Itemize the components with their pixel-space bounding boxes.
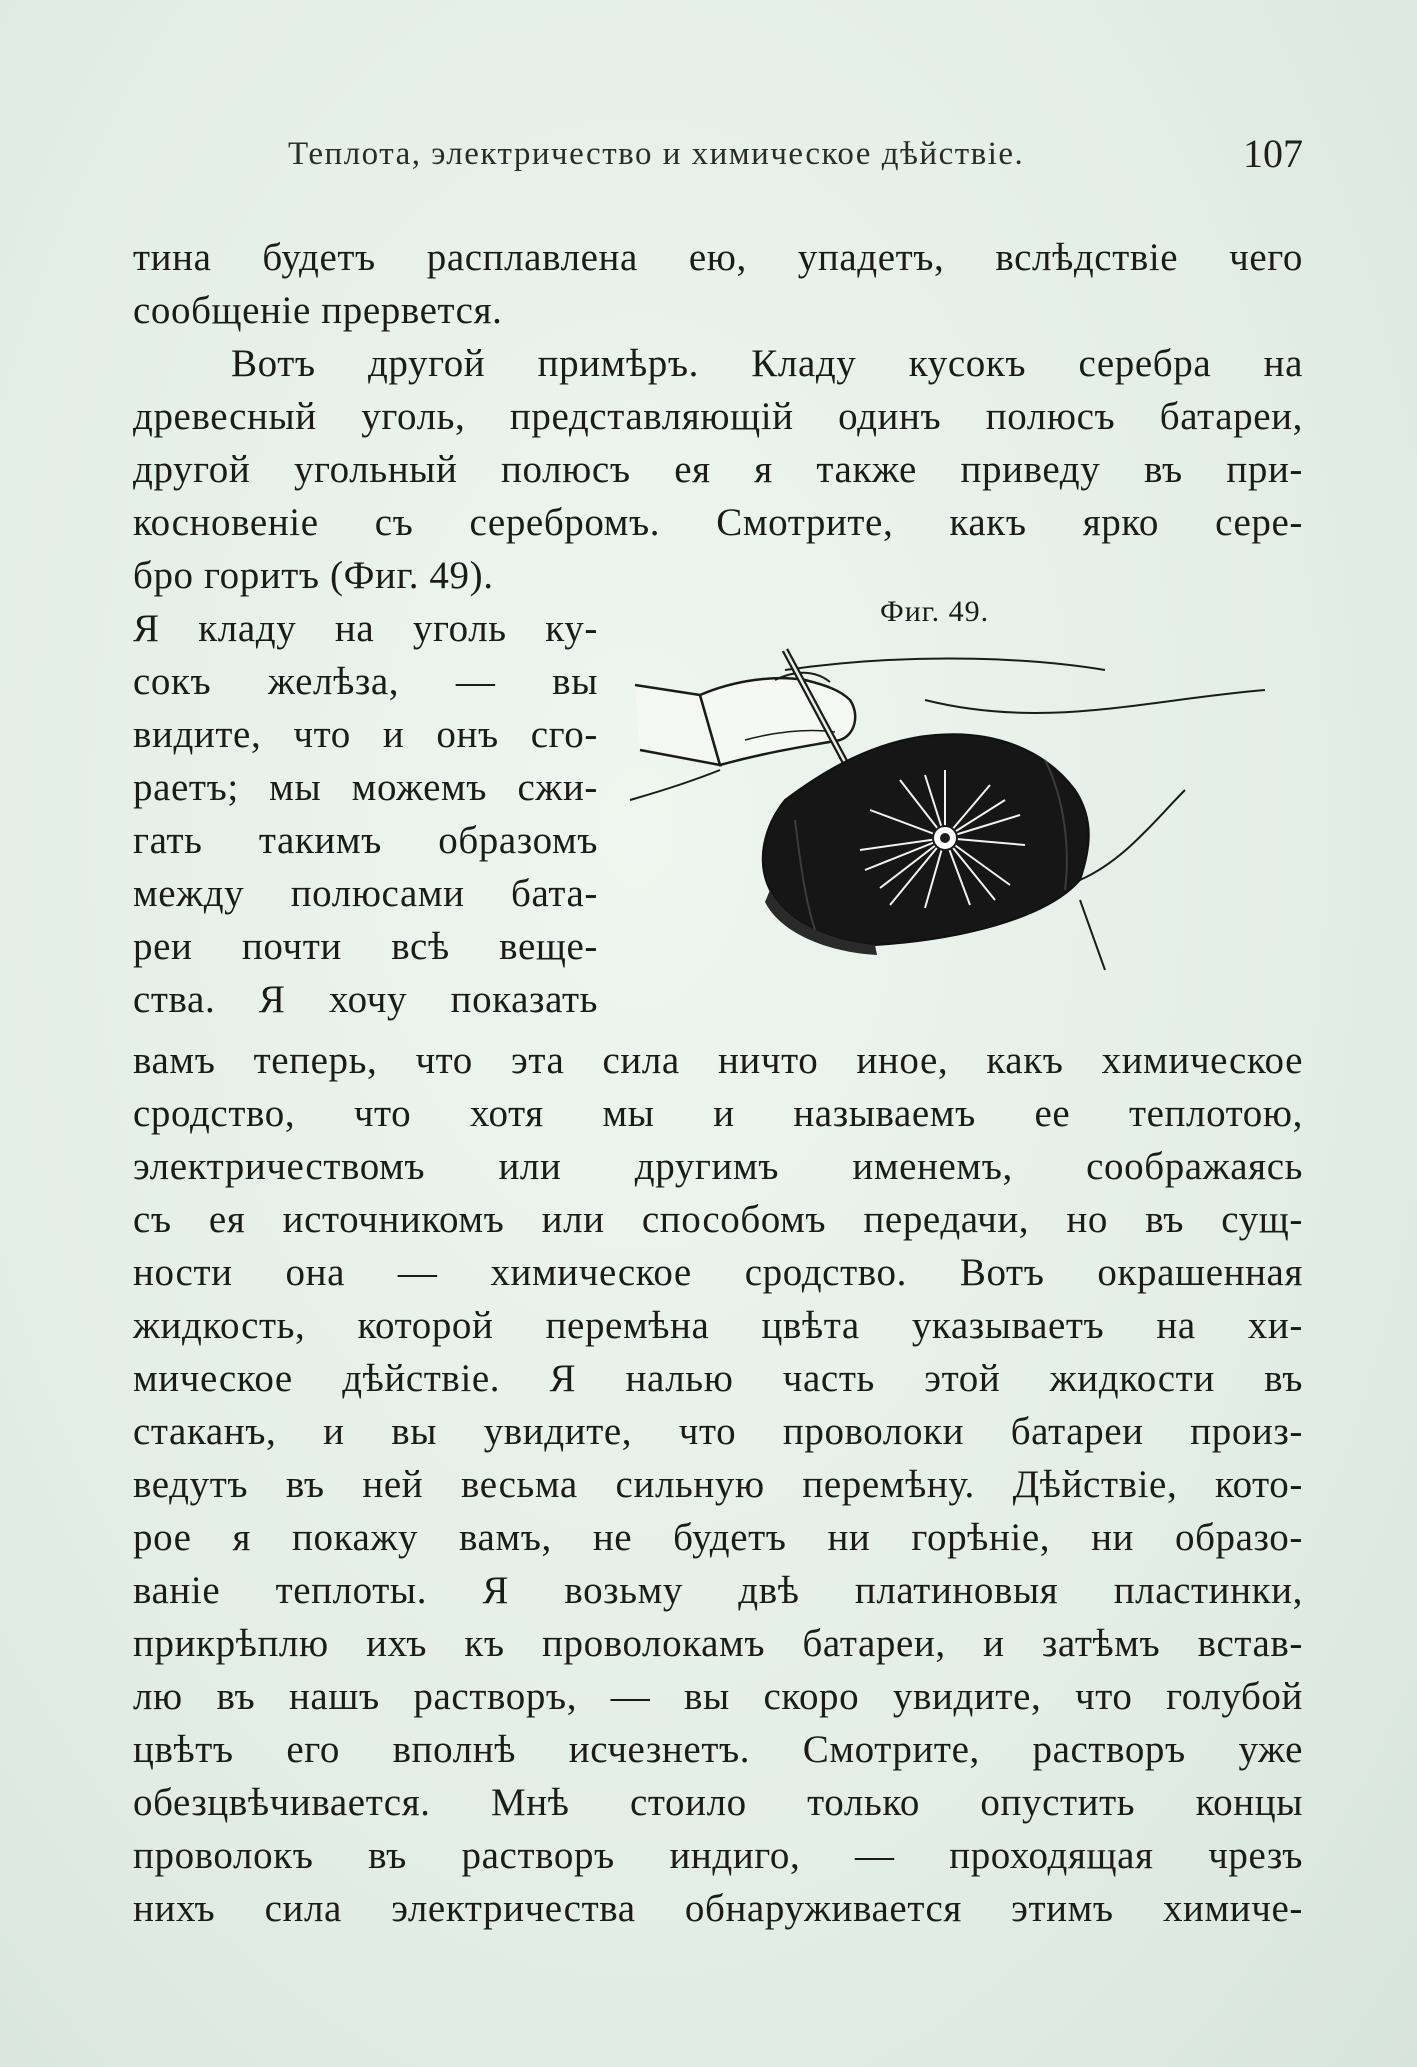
text-line: ности она — химическое сродство. Вотъ окрашенная <box>133 1251 1303 1294</box>
text-line: сродство, что хотя мы и называемъ ее теплотою, <box>133 1092 1303 1135</box>
text-line: видите, что и онъ сго- <box>133 713 598 756</box>
text-line: раетъ; мы можемъ сжи- <box>133 766 598 809</box>
running-title: Теплота, электричество и химическое дѣйствіе. <box>288 136 1025 172</box>
text-line: вамъ теперь, что эта сила ничто иное, какъ химическое <box>133 1039 1303 1082</box>
text-line: лю въ нашъ растворъ, — вы скоро увидите, что голубой <box>133 1675 1303 1718</box>
text-line: стаканъ, и вы увидите, что проволоки батареи произ- <box>133 1410 1303 1453</box>
text-line: косновеніе съ серебромъ. Смотрите, какъ ярко сере- <box>133 501 1303 544</box>
text-line: рое я покажу вамъ, не будетъ ни горѣніе, ни образо- <box>133 1516 1303 1559</box>
page-header <box>133 130 1303 190</box>
text-line: прикрѣплю ихъ къ проволокамъ батареи, и затѣмъ встав- <box>133 1622 1303 1665</box>
text-line: Я кладу на уголь ку- <box>133 607 598 650</box>
text-line: сообщеніе прервется. <box>133 289 503 332</box>
text-line: сокъ желѣза, — вы <box>133 660 598 703</box>
text-line: ваніе теплоты. Я возьму двѣ платиновыя пластинки, <box>133 1569 1303 1612</box>
text-line: ведутъ въ ней весьма сильную перемѣну. Дѣйствіе, кото- <box>133 1463 1303 1506</box>
page-number: 107 <box>1243 131 1303 176</box>
text-line: ства. Я хочу показать <box>133 978 598 1021</box>
text-line: нихъ сила электричества обнаруживается этимъ химиче- <box>133 1887 1303 1930</box>
text-line: реи почти всѣ веще- <box>133 925 598 968</box>
text-line: проволокъ въ растворъ индиго, — проходящая чрезъ <box>133 1834 1303 1877</box>
figure-caption: Фиг. 49. <box>880 595 990 628</box>
hand-holding-silver-on-charcoal-illustration <box>625 640 1285 990</box>
text-line: древесный уголь, представляющій одинъ полюсъ батареи, <box>133 395 1303 438</box>
text-line: электричествомъ или другимъ именемъ, соображаясь <box>133 1145 1303 1188</box>
text-line: обезцвѣчивается. Мнѣ стоило только опустить концы <box>133 1781 1303 1824</box>
text-line: съ ея источникомъ или способомъ передачи, но въ сущ- <box>133 1198 1303 1241</box>
text-line: мическое дѣйствіе. Я налью часть этой жидкости въ <box>133 1357 1303 1400</box>
text-line: гать такимъ образомъ <box>133 819 598 862</box>
text-line: между полюсами бата- <box>133 872 598 915</box>
text-line: Вотъ другой примѣръ. Кладу кусокъ серебра на <box>231 342 1303 385</box>
text-line: другой угольный полюсъ ея я также приведу въ при- <box>133 448 1303 491</box>
text-line: бро горитъ (Фиг. 49). <box>133 554 494 597</box>
text-line: тина будетъ расплавлена ею, упадетъ, вслѣдствіе чего <box>133 236 1303 279</box>
text-line: цвѣтъ его вполнѣ исчезнетъ. Смотрите, растворъ уже <box>133 1728 1303 1771</box>
figure-49 <box>625 595 1285 995</box>
text-line: жидкость, которой перемѣна цвѣта указываетъ на хи- <box>133 1304 1303 1347</box>
